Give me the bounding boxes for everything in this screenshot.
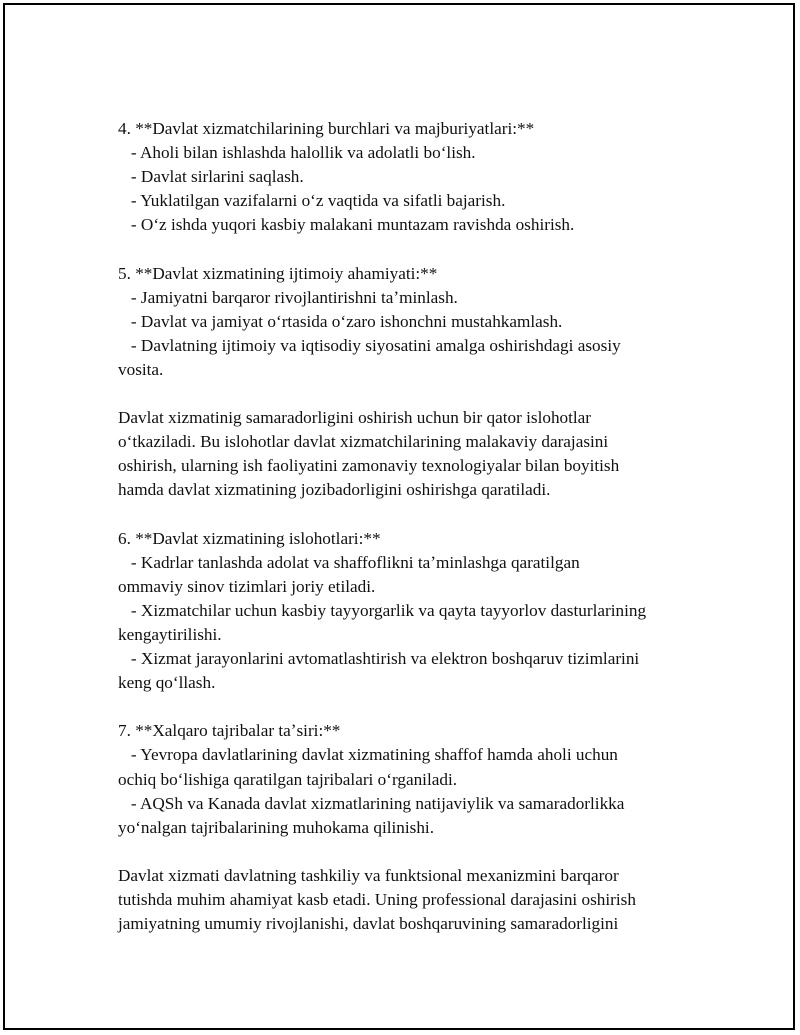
paragraph-1-line: hamda davlat xizmatining jozibadorligini oshirishga qaratiladi.: [118, 480, 551, 500]
section-6-line: kengaytirilishi.: [118, 624, 222, 644]
paragraph-gap: [118, 695, 693, 719]
paragraph-1-line: Davlat xizmatinig samaradorligini oshirish uchun bir qator islohotlar: [118, 408, 592, 428]
section-7-line: - Yevropa davlatlarining davlat xizmatining shaffof hamda aholi uchun: [118, 745, 618, 765]
section-6-heading: 6. **Davlat xizmatining islohotlari:**: [118, 528, 381, 548]
paragraph-gap: [118, 237, 693, 261]
paragraph-1-line: oʻtkaziladi. Bu islohotlar davlat xizmatchilarining malakaviy darajasini: [118, 432, 609, 452]
section-5-line: vosita.: [118, 359, 164, 379]
paragraph-2-line: Davlat xizmati davlatning tashkiliy va funktsional mexanizmini barqaror: [118, 865, 619, 885]
section-4-item: - Yuklatilgan vazifalarni oʻz vaqtida va sifatli bajarish.: [118, 191, 506, 211]
section-7-heading: 7. **Xalqaro tajribalar taʼsiri:**: [118, 721, 341, 741]
section-5-line: - Davlatning ijtimoiy va iqtisodiy siyosatini amalga oshirishdagi asosiy: [118, 335, 621, 355]
section-4-heading: 4. **Davlat xizmatchilarining burchlari va majburiyatlari:**: [118, 119, 535, 138]
section-7-line: - AQSh va Kanada davlat xizmatlarining natijaviylik va samaradorlikka: [118, 793, 625, 813]
paragraph-gap: [118, 382, 693, 406]
section-4-item: - Aholi bilan ishlashda halollik va adolatli boʻlish.: [118, 143, 476, 163]
section-5-heading: 5. **Davlat xizmatining ijtimoiy ahamiyati:**: [118, 263, 438, 283]
paragraph-2-line: jamiyatning umumiy rivojlanishi, davlat boshqaruvining samaradorligini: [118, 914, 619, 934]
section-6-line: ommaviy sinov tizimlari joriy etiladi.: [118, 576, 376, 596]
section-4-item: - Oʻz ishda yuqori kasbiy malakani muntazam ravishda oshirish.: [118, 215, 575, 235]
section-6-line: - Xizmat jarayonlarini avtomatlashtirish va elektron boshqaruv tizimlarini: [118, 649, 640, 669]
document-body: [118, 117, 693, 936]
section-5-line: - Jamiyatni barqaror rivojlantirishni taʼminlash.: [118, 287, 458, 307]
paragraph-gap: [118, 503, 693, 527]
section-5-line: - Davlat va jamiyat oʻrtasida oʻzaro ishonchni mustahkamlash.: [118, 311, 563, 331]
paragraph-gap: [118, 840, 693, 864]
paragraph-2-line: tutishda muhim ahamiyat kasb etadi. Uning professional darajasini oshirish: [118, 890, 636, 909]
section-6-line: keng qoʻllash.: [118, 673, 216, 693]
section-6-line: - Kadrlar tanlashda adolat va shaffoflikni taʼminlashga qaratilgan: [118, 552, 580, 572]
section-7-line: yoʻnalgan tajribalarining muhokama qilinishi.: [118, 817, 434, 837]
section-6-line: - Xizmatchilar uchun kasbiy tayyorgarlik va qayta tayyorlov dasturlarining: [118, 600, 647, 620]
paragraph-1-line: oshirish, ularning ish faoliyatini zamonaviy texnologiyalar bilan boyitish: [118, 456, 620, 476]
section-7-line: ochiq boʻlishiga qaratilgan tajribalari oʻrganiladi.: [118, 769, 458, 789]
section-4-item: - Davlat sirlarini saqlash.: [118, 167, 304, 187]
